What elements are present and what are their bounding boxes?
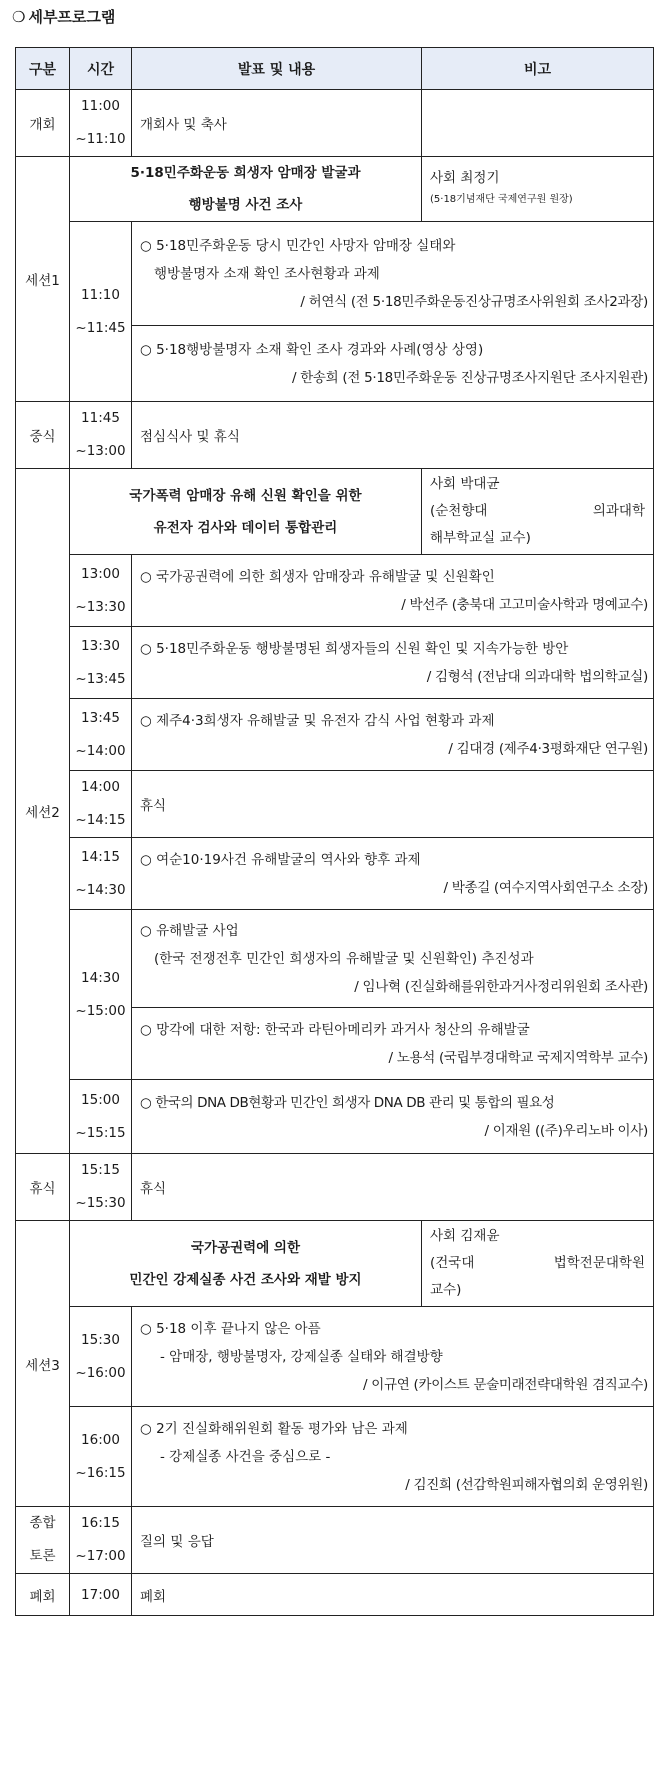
closing-content: 폐회 [132, 1574, 654, 1616]
affiliation-part: (순천향대 [430, 503, 488, 519]
affiliation-part: 교수) [430, 1282, 462, 1298]
talk-title: ○ 5·18행방불명자 소재 확인 조사 경과와 사례(영상 상영) [140, 341, 484, 358]
talk-item [132, 326, 654, 402]
header-category: 구분 [16, 48, 70, 90]
affiliation-part: 의과대학 [592, 503, 645, 519]
talk-item [132, 1080, 654, 1154]
title-line: 행방불명 사건 조사 [188, 197, 303, 213]
session1-moderator [422, 157, 654, 222]
talk-item [132, 1008, 654, 1080]
time-end: ~13:45 [75, 670, 126, 687]
session2-title-row [16, 469, 654, 555]
opening-content: 개회사 및 축사 [132, 90, 422, 157]
talk-item [132, 222, 654, 326]
discussion-time [70, 1507, 132, 1574]
talk-title: ○ 한국의 DNA DB현황과 민간인 희생자 DNA DB 관리 및 통합의 필요성 [140, 1094, 555, 1111]
opening-category: 개회 [16, 90, 70, 157]
talk-speaker: / 이재원 ((주)우리노바 이사) [484, 1122, 648, 1139]
header-note: 비고 [422, 48, 654, 90]
hollow-circle-icon: ❍ [12, 8, 26, 26]
time-start: 16:00 [81, 1431, 120, 1448]
opening-row [16, 90, 654, 157]
opening-note [422, 90, 654, 157]
break-category: 휴식 [16, 1154, 70, 1221]
break-content: 휴식 [132, 1154, 654, 1221]
time-end: ~17:00 [75, 1548, 126, 1564]
session2-talk-row [16, 910, 654, 1008]
talk-speaker: / 박선주 (충북대 고고미술사학과 명예교수) [401, 596, 648, 613]
talk-subtitle: - 강제실종 사건을 중심으로 - [160, 1448, 331, 1465]
title-line: 유전자 검사와 데이터 통합관리 [153, 519, 338, 536]
moderator-name: 사회 박대균 [430, 476, 500, 492]
section-heading [12, 6, 115, 27]
session2-title [70, 469, 422, 555]
category-line: 종합 [29, 1515, 56, 1531]
talk-time [70, 771, 132, 838]
discussion-row [16, 1507, 654, 1574]
opening-time [70, 90, 132, 157]
talk-title: ○ 제주4·3희생자 유해발굴 및 유전자 감식 사업 현황과 과제 [140, 712, 495, 729]
time-start: 15:30 [81, 1331, 120, 1348]
affiliation-part: 법학전문대학원 [553, 1255, 645, 1271]
time-end: ~14:00 [75, 742, 126, 759]
talk-time [70, 910, 132, 1080]
time-start: 11:45 [81, 410, 120, 426]
time-end: ~11:45 [75, 319, 126, 336]
talk-title: ○ 5·18민주화운동 행방불명된 희생자들의 신원 확인 및 지속가능한 방안 [140, 640, 569, 657]
heading-text: 세부프로그램 [28, 8, 116, 26]
closing-category: 폐회 [16, 1574, 70, 1616]
talk-time [70, 1307, 132, 1407]
time-end: ~14:30 [75, 881, 126, 898]
time-end: ~16:00 [75, 1364, 126, 1381]
time-start: 11:10 [81, 286, 120, 303]
closing-time: 17:00 [70, 1574, 132, 1616]
discussion-category [16, 1507, 70, 1574]
time-end: ~14:15 [75, 812, 126, 828]
talk-speaker: / 박종길 (여수지역사회연구소 소장) [443, 879, 648, 896]
talk-speaker: / 김형석 (전남대 의과대학 법의학교실) [426, 668, 648, 685]
talk-item [132, 1307, 654, 1407]
session3-talk-row [16, 1307, 654, 1407]
talk-speaker: / 한송희 (전 5·18민주화운동 진상규명조사지원단 조사지원관) [291, 369, 648, 386]
category-line: 토론 [29, 1548, 56, 1564]
time-start: 11:00 [81, 98, 120, 114]
talk-item [132, 910, 654, 1008]
session2-break-row [16, 771, 654, 838]
moderator-affiliation: (5·18기념재단 국제연구원 원장) [430, 194, 573, 205]
talk-speaker: / 김대경 (제주4·3평화재단 연구원) [448, 740, 648, 757]
talk-subtitle: (한국 전쟁전후 민간인 희생자의 유해발굴 및 신원확인) 추진성과 [154, 950, 534, 967]
session2-talk-row [16, 1080, 654, 1154]
talk-title: ○ 국가공권력에 의한 희생자 암매장과 유해발굴 및 신원확인 [140, 568, 495, 585]
header-content: 발표 및 내용 [132, 48, 422, 90]
lunch-row [16, 402, 654, 469]
time-start: 14:00 [81, 779, 120, 795]
talk-item [132, 627, 654, 699]
moderator-name: 사회 최정기 [430, 170, 500, 186]
talk-title: ○ 유해발굴 사업 [140, 922, 239, 939]
talk-time [70, 1407, 132, 1507]
session1-talk-row [16, 222, 654, 326]
break-row [16, 1154, 654, 1221]
time-start: 13:45 [81, 709, 120, 726]
session1-time [70, 222, 132, 402]
program-table [15, 47, 654, 1616]
title-line: 민간인 강제실종 사건 조사와 재발 방지 [129, 1271, 362, 1288]
session2-talk-row [16, 627, 654, 699]
header-time: 시간 [70, 48, 132, 90]
session1-title [70, 157, 422, 222]
title-line: 국가폭력 암매장 유해 신원 확인을 위한 [129, 487, 362, 504]
lunch-time [70, 402, 132, 469]
affiliation-part: (건국대 [430, 1255, 475, 1271]
time-end: ~15:30 [75, 1195, 126, 1211]
session1-category: 세션1 [16, 157, 70, 402]
break-time [70, 1154, 132, 1221]
moderator-name: 사회 김재윤 [430, 1228, 500, 1244]
time-start: 14:30 [81, 969, 120, 986]
session2-talk-row [16, 838, 654, 910]
talk-time [70, 699, 132, 771]
talk-time [70, 627, 132, 699]
moderator-affiliation [430, 1250, 645, 1277]
session3-category: 세션3 [16, 1221, 70, 1507]
talk-title: ○ 망각에 대한 저항: 한국과 라틴아메리카 과거사 청산의 유해발굴 [140, 1021, 530, 1038]
session3-moderator [422, 1221, 654, 1307]
talk-title: ○ 5·18민주화운동 당시 민간인 사망자 암매장 실태와 [140, 237, 456, 254]
talk-time [70, 555, 132, 627]
talk-item [132, 838, 654, 910]
session3-talk-row [16, 1407, 654, 1507]
header-row [16, 48, 654, 90]
time-end: ~15:00 [75, 1002, 126, 1019]
session1-title-row [16, 157, 654, 222]
discussion-content: 질의 및 응답 [132, 1507, 654, 1574]
time-start: 16:15 [81, 1515, 120, 1531]
time-start: 15:15 [81, 1162, 120, 1178]
affiliation-part: 해부학교실 교수) [430, 530, 531, 546]
session3-title [70, 1221, 422, 1307]
talk-speaker: / 허연식 (전 5·18민주화운동진상규명조사위원회 조사2과장) [300, 293, 648, 310]
time-end: ~13:00 [75, 443, 126, 459]
talk-time [70, 838, 132, 910]
title-line: 국가공권력에 의한 [190, 1239, 301, 1256]
talk-speaker: / 임나혁 (진실화해를위한과거사정리위원회 조사관) [354, 978, 648, 995]
session2-moderator [422, 469, 654, 555]
talk-speaker: / 노용석 (국립부경대학교 국제지역학부 교수) [388, 1049, 648, 1066]
session3-title-row [16, 1221, 654, 1307]
session2-talk-row [16, 699, 654, 771]
talk-subtitle: - 암매장, 행방불명자, 강제실종 실태와 해결방향 [160, 1348, 443, 1365]
title-line: 5·18민주화운동 희생자 암매장 발굴과 [130, 165, 361, 181]
break-content: 휴식 [132, 771, 654, 838]
talk-item [132, 699, 654, 771]
time-start: 14:15 [81, 848, 120, 865]
moderator-affiliation [430, 498, 645, 525]
time-end: ~13:30 [75, 598, 126, 615]
lunch-content: 점심식사 및 휴식 [132, 402, 654, 469]
closing-row [16, 1574, 654, 1616]
session2-category: 세션2 [16, 469, 70, 1154]
talk-subtitle: 행방불명자 소재 확인 조사현황과 과제 [154, 265, 380, 282]
time-end: ~16:15 [75, 1464, 126, 1481]
time-end: ~15:15 [75, 1124, 126, 1141]
session2-talk-row [16, 555, 654, 627]
talk-time [70, 1080, 132, 1154]
time-start: 15:00 [81, 1091, 120, 1108]
talk-speaker: / 이규연 (카이스트 문술미래전략대학원 겸직교수) [363, 1376, 648, 1393]
time-start: 13:00 [81, 565, 120, 582]
talk-title: ○ 2기 진실화해위원회 활동 평가와 남은 과제 [140, 1420, 408, 1437]
talk-title: ○ 5·18 이후 끝나지 않은 아픔 [140, 1320, 321, 1337]
talk-title: ○ 여순10·19사건 유해발굴의 역사와 향후 과제 [140, 851, 421, 868]
lunch-category: 중식 [16, 402, 70, 469]
talk-speaker: / 김진희 (선감학원피해자협의회 운영위원) [405, 1476, 648, 1493]
talk-item [132, 1407, 654, 1507]
time-end: ~11:10 [75, 131, 126, 147]
talk-item [132, 555, 654, 627]
time-start: 13:30 [81, 637, 120, 654]
